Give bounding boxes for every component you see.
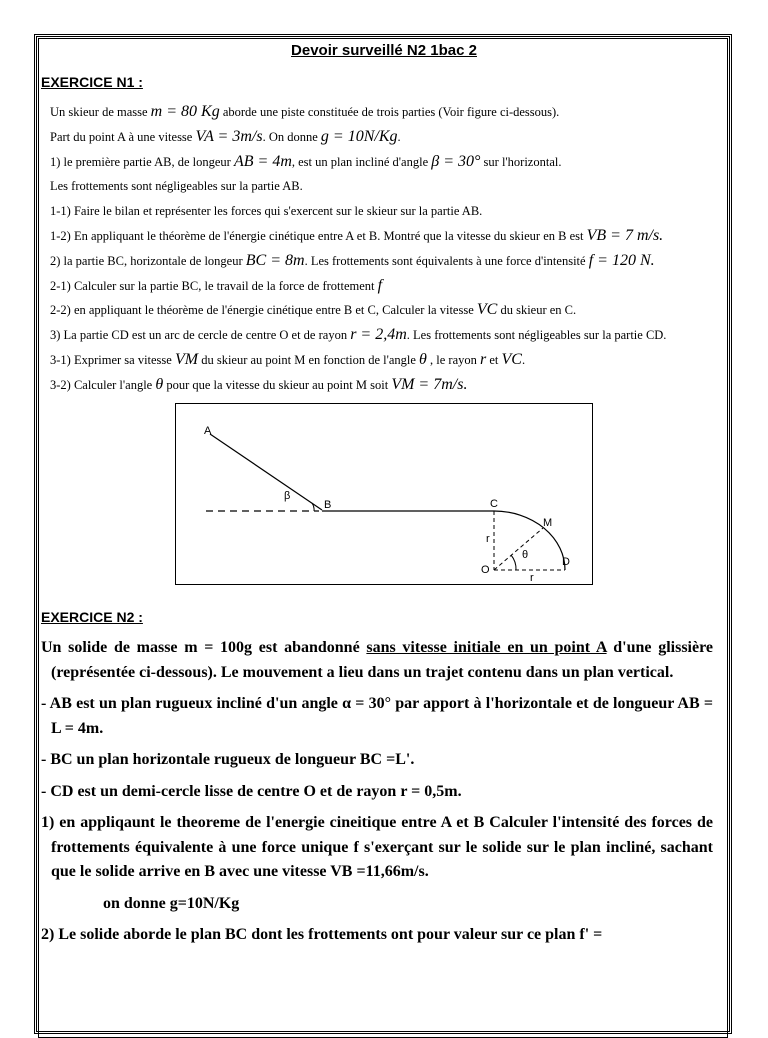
exercise-2-heading: EXERCICE N2 : — [41, 609, 143, 625]
ex1-line-11: 3-1) Exprimer sa vitesse VM du skieur au point M en fonction de l'angle θ , le rayon r et VC. — [50, 350, 526, 368]
ex1-line-3: 1) le première partie AB, de longeur AB = 4m, est un plan incliné d'angle β = 30° sur l'horizontal. — [50, 152, 562, 170]
ex1-line-4: Les frottements sont négligeables sur la partie AB. — [50, 179, 303, 194]
label-m: M — [543, 517, 553, 529]
theta-angle-arc — [511, 555, 516, 570]
exercise-1-heading: EXERCICE N1 : — [41, 74, 143, 90]
ex1-line-9: 2-2) en appliquant le théorème de l'énergie cinétique entre B et C, Calculer la vitesse VC du skieur en C. — [50, 301, 577, 319]
ex1-line-5: 1-1) Faire le bilan et représenter les forces qui s'exercent sur le skieur sur la partie AB. — [50, 204, 483, 219]
label-beta: β — [284, 490, 291, 502]
exercise-1-body — [50, 100, 720, 398]
ex2-paragraph-4: - CD est un demi-cercle lisse de centre O et de rayon r = 0,5m. — [41, 782, 462, 800]
label-b: B — [324, 499, 332, 511]
label-d: D — [562, 556, 570, 568]
ex1-line-2: Part du point A à une vitesse VA = 3m/s. On donne g = 10N/Kg. — [50, 127, 401, 145]
label-o: O — [481, 564, 490, 576]
ski-track-diagram — [176, 404, 594, 586]
label-c: C — [490, 498, 498, 510]
label-r-horizontal: r — [530, 572, 534, 584]
label-r-vertical: r — [486, 533, 490, 545]
ex1-line-7: 2) la partie BC, horizontale de longeur BC = 8m. Les frottements sont équivalents à une force d'intensité f = 120 N. — [50, 251, 655, 269]
document-title: Devoir surveillé N2 1bac 2 — [291, 42, 477, 59]
ex2-question-2: 2) Le solide aborde le plan BC dont les frottements ont pour valeur sur ce plan f' = — [41, 926, 603, 943]
ex1-line-6: 1-2) En appliquant le théorème de l'énergie cinétique entre A et B. Montré que la vitesse du skieur en B est VB = 7 m/s. — [50, 226, 664, 244]
ex1-line-12: 3-2) Calculer l'angle θ pour que la vitesse du skieur au point M soit VM = 7m/s. — [50, 375, 468, 393]
label-theta: θ — [522, 549, 529, 561]
ex2-paragraph-1: Un solide de masse m = 100g est abandonné sans vitesse initiale en un point A d'une glissière (représentée ci-dessous). Le mouvement a lieu dans un trajet contenu dans un plan vertical. — [41, 639, 714, 681]
ex2-paragraph-3: - BC un plan horizontale rugueux de longueur BC =L'. — [41, 751, 415, 768]
radius-om-dashed — [494, 528, 543, 570]
ex2-paragraph-2: - AB est un plan rugueux incliné d'un angle α = 30° par apport à l'horizontale et de longueur AB = L = 4m. — [41, 695, 713, 737]
arc-cd-curve — [494, 511, 565, 570]
label-a: A — [204, 425, 212, 437]
ex2-given-g: on donne g=10N/Kg — [103, 894, 240, 912]
ex2-question-1: 1) en appliqaunt le theoreme de l'energie cineitique entre A et B Calculer l'intensité des forces de frottements équivalente à une force unique f s'exerçant sur le solide sur le plan incliné, sachant que le solide arrive en B avec une vitesse VB =11,66m/s. — [41, 814, 713, 880]
ski-track-figure — [175, 403, 593, 585]
ex1-line-8: 2-1) Calculer sur la partie BC, le travail de la force de frottement f⃗ — [50, 276, 395, 294]
incline-ab-line — [210, 434, 322, 510]
ex1-line-10: 3) La partie CD est un arc de cercle de centre O et de rayon r = 2,4m. Les frottements sont négligeables sur la partie CD. — [50, 326, 667, 344]
exercise-2-body — [41, 636, 713, 955]
ex1-line-1: Un skieur de masse m = 80 Kg aborde une piste constituée de trois parties (Voir figure ci-dessous). — [50, 103, 560, 120]
